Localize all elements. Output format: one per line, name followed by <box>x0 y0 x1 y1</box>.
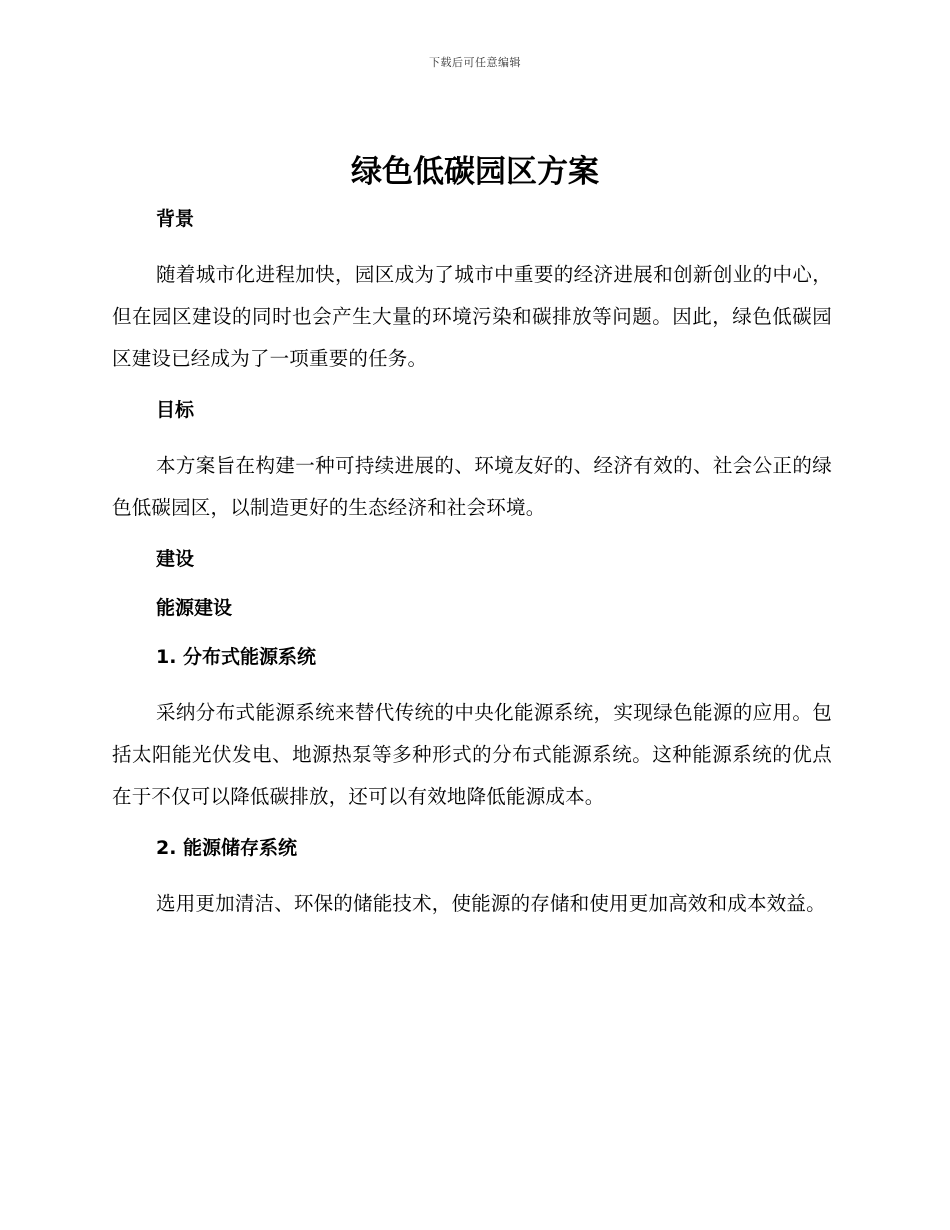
item-heading-distributed-energy: 1. 分布式能源系统 <box>156 646 317 668</box>
document-body <box>112 198 832 941</box>
paragraph-distributed-energy: 采纳分布式能源系统来替代传统的中央化能源系统，实现绿色能源的应用。包括太阳能光伏发电、地源热泵等多种形式的分布式能源系统。这种能源系统的优点在于不仅可以降低碳排放，还可以有效地降低能源成本。 <box>112 701 832 808</box>
item-heading-energy-storage: 2. 能源储存系统 <box>156 837 298 859</box>
paragraph-goal: 本方案旨在构建一种可持续进展的、环境友好的、经济有效的、社会公正的绿色低碳园区，以制造更好的生态经济和社会环境。 <box>112 454 832 519</box>
document-title: 绿色低碳园区方案 <box>351 154 599 190</box>
section-heading-background: 背景 <box>156 208 195 230</box>
paragraph-energy-storage: 选用更加清洁、环保的储能技术，使能源的存储和使用更加高效和成本效益。 <box>156 892 826 915</box>
paragraph-background: 随着城市化进程加快，园区成为了城市中重要的经济进展和创新创业的中心，但在园区建设的同时也会产生大量的环境污染和碳排放等问题。因此，绿色低碳园区建设已经成为了一项重要的任务。 <box>112 263 832 370</box>
page-header: 下载后可任意编辑 <box>429 56 521 69</box>
section-heading-goal: 目标 <box>156 399 195 421</box>
subsection-heading-energy: 能源建设 <box>156 597 233 619</box>
section-heading-construction: 建设 <box>156 548 195 570</box>
